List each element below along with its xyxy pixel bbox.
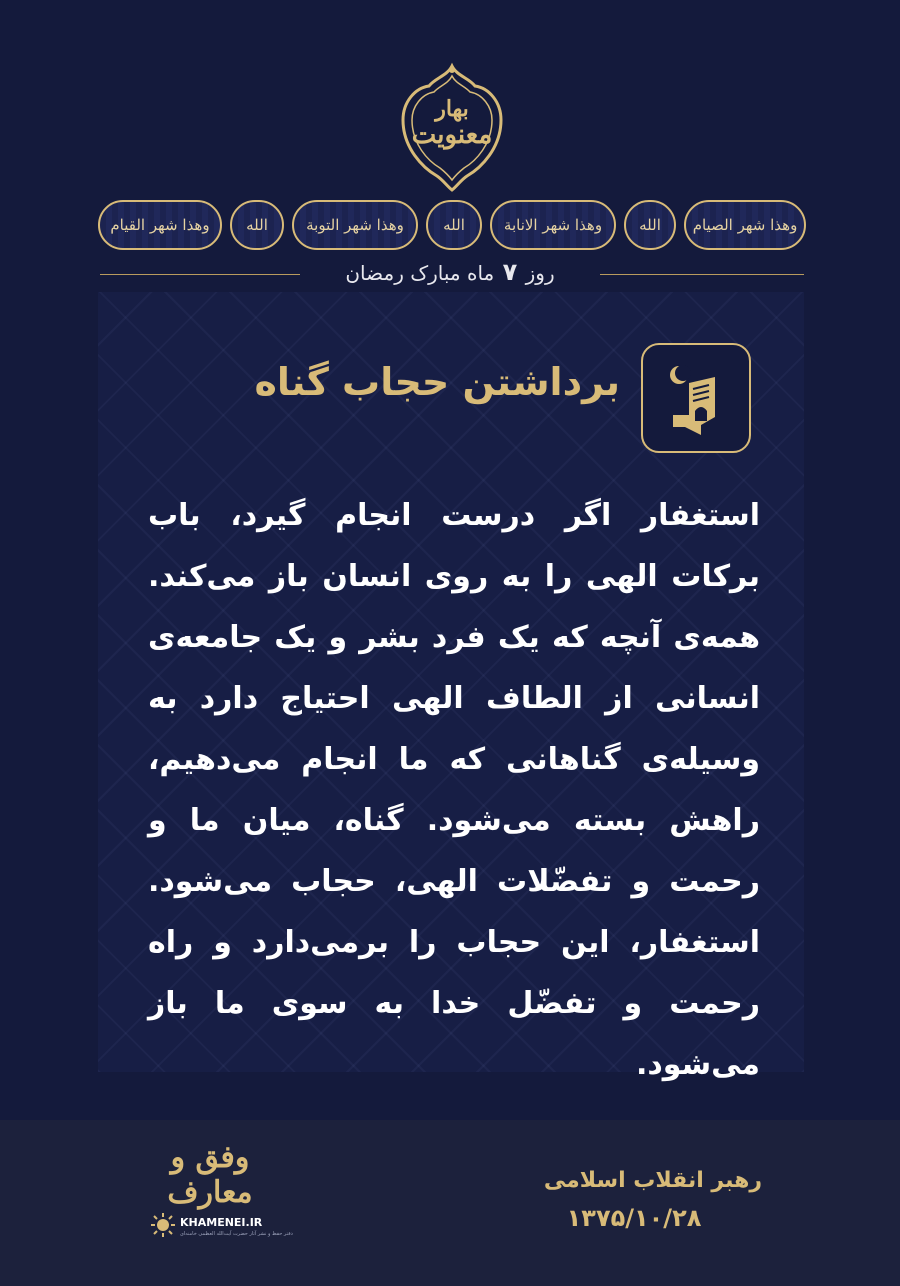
quote-date: ۱۳۷۵/۱۰/۲۸ (566, 1204, 702, 1232)
badge-qiyam: وهذا شهر القیام (98, 200, 222, 250)
badge-allah-1: الله (624, 200, 676, 250)
khamenei-ir-logo (150, 1140, 293, 1240)
day-number: ۷ (502, 258, 518, 286)
attribution: رهبر انقلاب اسلامی (543, 1168, 762, 1193)
ramadan-badges-row (98, 200, 806, 252)
divider-right (600, 274, 804, 275)
badge-allah-2: الله (426, 200, 482, 250)
quote-body: استغفار اگر درست انجام گیرد، باب برکات الهی را به روی انسان باز می‌کند. همه‌ی آنچه که یک فرد بشر و یک جامعه‌ی انسانی از الطاف الهی احتیاج دارد به وسیله‌ی گناهانی که ما انجام می‌دهیم، راهش بسته می‌شود. گناه، میان ما و رحمت و تفضّلات الهی، حجاب می‌شود. استغفار، این حجاب را برمی‌دارد و راه رحمت و تفضّل خدا به سوی ما باز می‌شود. (148, 498, 760, 1082)
footer (0, 1120, 900, 1286)
divider-left (100, 274, 300, 275)
badge-inabah: وهذا شهر الانابة (490, 200, 616, 250)
mosque-crescent-icon (641, 343, 751, 453)
logo-site: KHAMENEI.IR (180, 1216, 263, 1229)
badge-allah-3: الله (230, 200, 284, 250)
bahar-manaviat-logo (397, 62, 507, 194)
page-title: برداشتن حجاب گناه (254, 360, 620, 404)
logo-line-1: بهار (435, 96, 469, 122)
logo-line-2: معنویت (411, 120, 493, 150)
badge-siam: وهذا شهر الصیام (684, 200, 806, 250)
badge-tawbah: وهذا شهر التوبة (292, 200, 418, 250)
ramadan-day-label: روز ۷ ماه مبارک رمضان (345, 258, 555, 286)
sun-emblem-icon (150, 1212, 176, 1238)
logo-calligraphy: وفق و معارف (167, 1140, 253, 1210)
logo-subtitle: دفتر حفظ و نشر آثار حضرت آیت‌الله العظمی خامنه‌ای (180, 1231, 293, 1237)
